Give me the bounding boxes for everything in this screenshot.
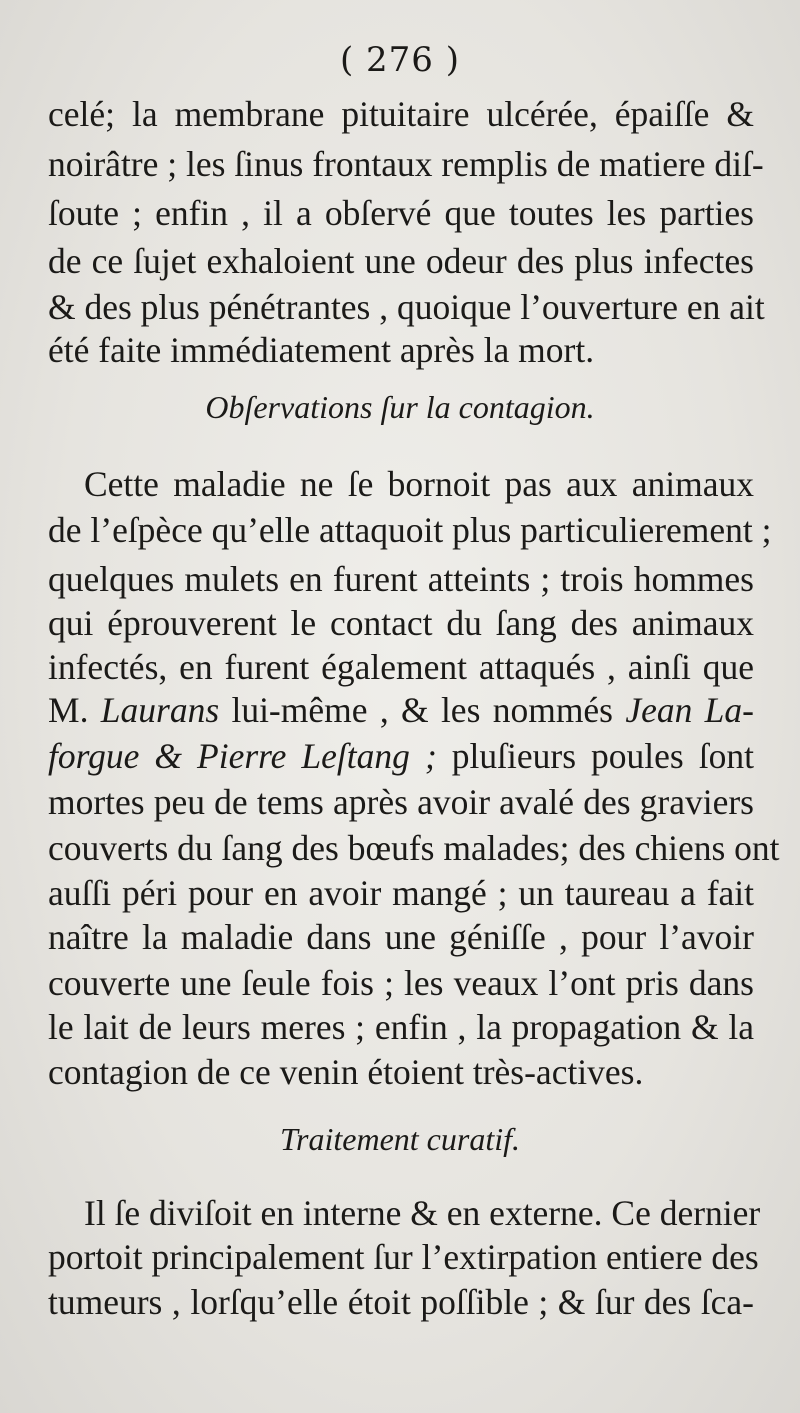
text-line: noirâtre ; les ſinus frontaux remplis de matiere diſ- [48,144,764,184]
page-number: ( 276 ) [339,40,461,80]
section-heading-treatment: Traitement curatif. [280,1121,520,1157]
text-line: auſſi péri pour en avoir mangé ; un taureau a fait [48,873,754,913]
text-line: qui éprouverent le contact du ſang des animaux [48,603,754,643]
text-line: Cette maladie ne ſe bornoit pas aux animaux [84,464,754,504]
text-line: de l’eſpèce qu’elle attaquoit plus particulierement ; [48,510,772,550]
text-line: couverts du ſang des bœufs malades; des chiens ont [48,828,780,868]
person-name: forgue & Pierre Leſtang ; [48,736,437,776]
text-line: mortes peu de tems après avoir avalé des graviers [48,782,754,822]
text-line: quelques mulets en furent atteints ; trois hommes [48,559,754,599]
section-heading-contagion: Obſervations ſur la contagion. [205,389,595,425]
text-line: de ce ſujet exhaloient une odeur des plus infectes [48,241,754,281]
text-line: infectés, en furent également attaqués , ainſi que [48,647,754,687]
text-line [48,689,754,731]
text-line: celé; la membrane pituitaire ulcérée, épaiſſe & [48,94,754,134]
text-line: tumeurs , lorſqu’elle étoit poſſible ; & ſur des ſca- [48,1282,754,1322]
text-line: Il ſe diviſoit en interne & en externe. Ce dernier [84,1193,761,1233]
text-line: le lait de leurs meres ; enfin , la propagation & la [48,1007,754,1047]
person-name: Laurans [100,690,220,730]
text-line: portoit principalement ſur l’extirpation entiere des [48,1237,759,1277]
text-line: & des plus pénétrantes , quoique l’ouverture en ait [48,287,765,327]
text-run: lui-même , & les nommés [219,690,626,730]
text-line: couverte une ſeule fois ; les veaux l’ont pris dans [48,963,754,1003]
text-line: contagion de ce venin étoient très-actives. [48,1052,644,1092]
text-line [48,735,754,777]
text-line: naître la maladie dans une géniſſe , pour l’avoir [48,917,754,957]
text-run: pluſieurs poules ſont [436,736,754,776]
person-name: Jean La- [625,690,754,730]
text-line: ſoute ; enfin , il a obſervé que toutes les parties [48,193,754,233]
text-line: été faite immédiatement après la mort. [48,330,595,370]
text-run: M. [48,690,101,730]
